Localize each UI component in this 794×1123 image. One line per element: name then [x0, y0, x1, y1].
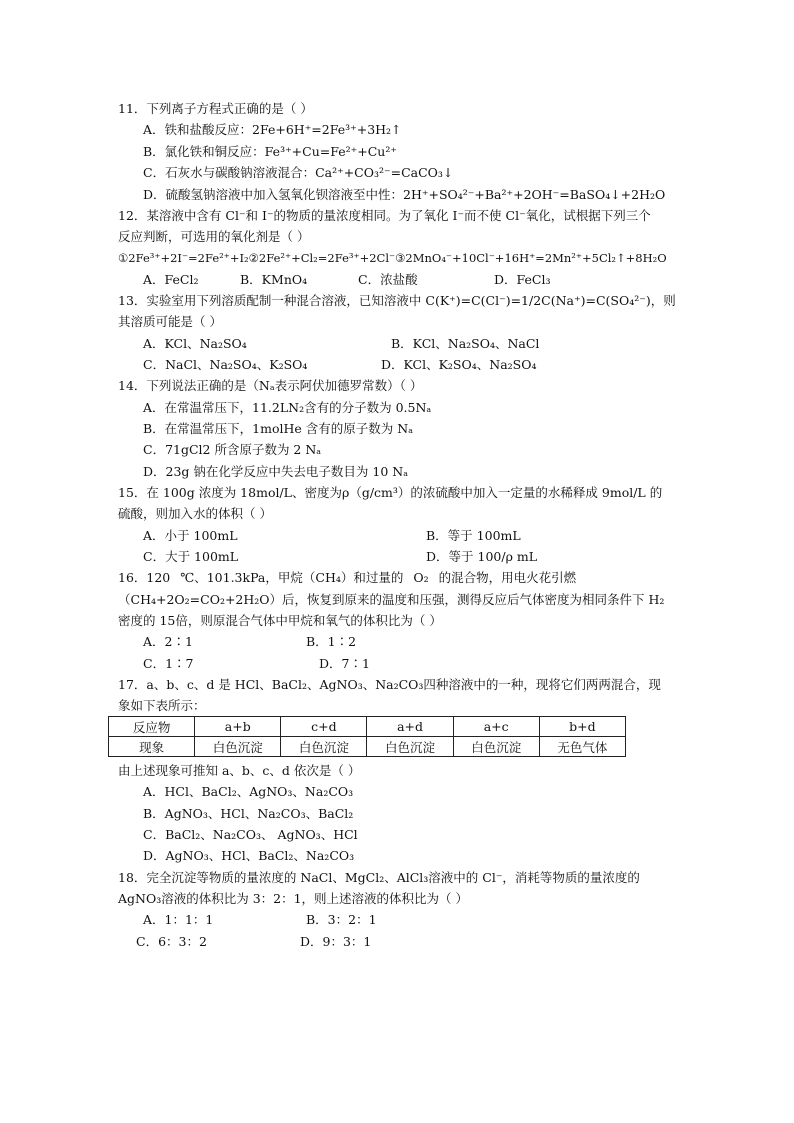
q16-stem-line1: 16．120 ℃、101.3kPa，甲烷（CH₄）和过量的 O₂ 的混合物，用电火花引燃 [118, 570, 577, 585]
q16-stem-line2: （CH₄+2O₂=CO₂+2H₂O）后，恢复到原来的温度和压强，测得反应后气体密度为相同条件下 H₂ [118, 592, 665, 607]
q15-option-c: C．大于 100mL [143, 549, 239, 564]
q18-stem-line2: AgNO₃溶液的体积比为 3：2：1，则上述溶液的体积比为（ ） [118, 891, 469, 906]
q16-option-a: A．2∶1 [143, 634, 193, 649]
q11-option-b: B．氯化铁和铜反应：Fe³⁺+Cu=Fe²⁺+Cu²⁺ [143, 144, 397, 159]
q17-stem-line2: 象如下表所示： [118, 698, 206, 713]
q17-option-c: C．BaCl₂、Na₂CO₃、 AgNO₃、HCl [143, 827, 358, 842]
q18-stem-line1: 18．完全沉淀等物质的量浓度的 NaCl、MgCl₂、AlCl₃溶液中的 Cl⁻，消耗等物质的量浓度的 [118, 870, 640, 885]
q16-option-c: C．1∶7 [143, 656, 194, 671]
q17-option-b: B．AgNO₃、HCl、Na₂CO₃、BaCl₂ [143, 806, 354, 821]
table-header-cell: a+b [195, 717, 281, 737]
q17-stem-line1: 17．a、b、c、d 是 HCl、BaCl₂、AgNO₃、Na₂CO₃四种溶液中的一种，现将它们两两混合，现 [118, 677, 661, 692]
q13-option-a: A．KCl、Na₂SO₄ [143, 336, 247, 351]
table-header-cell: 反应物 [109, 717, 195, 737]
q13-option-c: C．NaCl、Na₂SO₄、K₂SO₄ [143, 357, 308, 372]
table-cell: 白色沉淀 [195, 737, 281, 757]
table-row [109, 737, 626, 757]
q13-stem-line1: 13．实验室用下列溶质配制一种混合溶液，已知溶液中 C(K⁺)=C(Cl⁻)=1/2C(Na⁺)=C(SO₄²⁻)，则 [118, 293, 676, 308]
q17-after-table: 由上述现象可推知 a、b、c、d 依次是（ ） [118, 763, 361, 778]
q18-option-a: A．1：1：1 [143, 912, 214, 927]
q12-option-b: B．KMnO₄ [240, 272, 308, 287]
q18-option-c: C．6：3：2 [136, 934, 207, 949]
q11-stem: 11．下列离子方程式正确的是（ ） [118, 101, 313, 116]
q11-option-a: A．铁和盐酸反应：2Fe+6H⁺=2Fe³⁺+3H₂↑ [143, 122, 402, 137]
q13-option-d: D．KCl、K₂SO₄、Na₂SO₄ [381, 357, 537, 372]
q15-stem-line2: 硫酸，则加入水的体积（ ） [118, 506, 272, 521]
q17-option-a: A．HCl、BaCl₂、AgNO₃、Na₂CO₃ [143, 784, 354, 799]
q11-option-c: C．石灰水与碳酸钠溶液混合：Ca²⁺+CO₃²⁻=CaCO₃↓ [143, 165, 454, 180]
q14-option-b: B．在常温常压下，1molHe 含有的原子数为 Nₐ [143, 421, 414, 436]
table-header-cell: c+d [281, 717, 367, 737]
q12-option-a: A．FeCl₂ [143, 272, 199, 287]
q15-option-d: D．等于 100/ρ mL [426, 549, 538, 564]
table-cell: 白色沉淀 [367, 737, 453, 757]
q14-option-d: D．23g 钠在化学反应中失去电子数目为 10 Nₐ [143, 464, 409, 479]
q11-option-d: D．硫酸氢钠溶液中加入氢氧化钡溶液至中性：2H⁺+SO₄²⁻+Ba²⁺+2OH⁻=BaSO₄↓+2H₂O [143, 187, 666, 202]
q14-stem: 14．下列说法正确的是（Nₐ表示阿伏加德罗常数）（ ） [118, 378, 423, 393]
q16-option-b: B．1∶2 [306, 634, 357, 649]
table-header-cell: a+d [367, 717, 453, 737]
q15-option-a: A．小于 100mL [143, 528, 238, 543]
q13-option-b: B．KCl、Na₂SO₄、NaCl [391, 336, 540, 351]
q14-option-c: C．71gCl2 所含原子数为 2 Nₐ [143, 442, 322, 457]
q12-stem-line2: 反应判断，可选用的氧化剂是（ ） [118, 229, 310, 244]
table-header-row [109, 717, 626, 737]
q15-option-b: B．等于 100mL [426, 528, 521, 543]
q16-option-d: D．7∶1 [319, 656, 370, 671]
q14-option-a: A．在常温常压下，11.2LN₂含有的分子数为 0.5Nₐ [143, 400, 432, 415]
q12-option-c: C．浓盐酸 [358, 272, 418, 287]
q12-stem-line1: 12．某溶液中含有 Cl⁻和 I⁻的物质的量浓度相同。为了氧化 I⁻而不使 Cl⁻氧化，试根据下列三个 [118, 208, 651, 223]
q18-option-d: D．9：3：1 [300, 934, 372, 949]
q16-stem-line3: 密度的 15倍，则原混合气体中甲烷和氧气的体积比为（ ） [118, 613, 442, 628]
q13-stem-line2: 其溶质可能是（ ） [118, 314, 222, 329]
table-cell: 白色沉淀 [281, 737, 367, 757]
q17-option-d: D．AgNO₃、HCl、BaCl₂、Na₂CO₃ [143, 848, 355, 863]
table-header-cell: a+c [453, 717, 539, 737]
q18-option-b: B．3：2：1 [306, 912, 377, 927]
q12-reactions: ①2Fe³⁺+2I⁻=2Fe²⁺+I₂②2Fe²⁺+Cl₂=2Fe³⁺+2Cl⁻③2MnO₄⁻+10Cl⁻+16H⁺=2Mn²⁺+5Cl₂↑+8H₂O [118, 251, 667, 265]
table-cell: 白色沉淀 [453, 737, 539, 757]
q17-reaction-table [108, 716, 626, 757]
q15-stem-line1: 15．在 100g 浓度为 18mol/L、密度为ρ（g/cm³）的浓硫酸中加入一定量的水稀释成 9mol/L 的 [118, 485, 663, 500]
q12-option-d: D．FeCl₃ [494, 272, 551, 287]
table-cell: 无色气体 [539, 737, 625, 757]
table-cell: 现象 [109, 737, 195, 757]
table-header-cell: b+d [539, 717, 625, 737]
